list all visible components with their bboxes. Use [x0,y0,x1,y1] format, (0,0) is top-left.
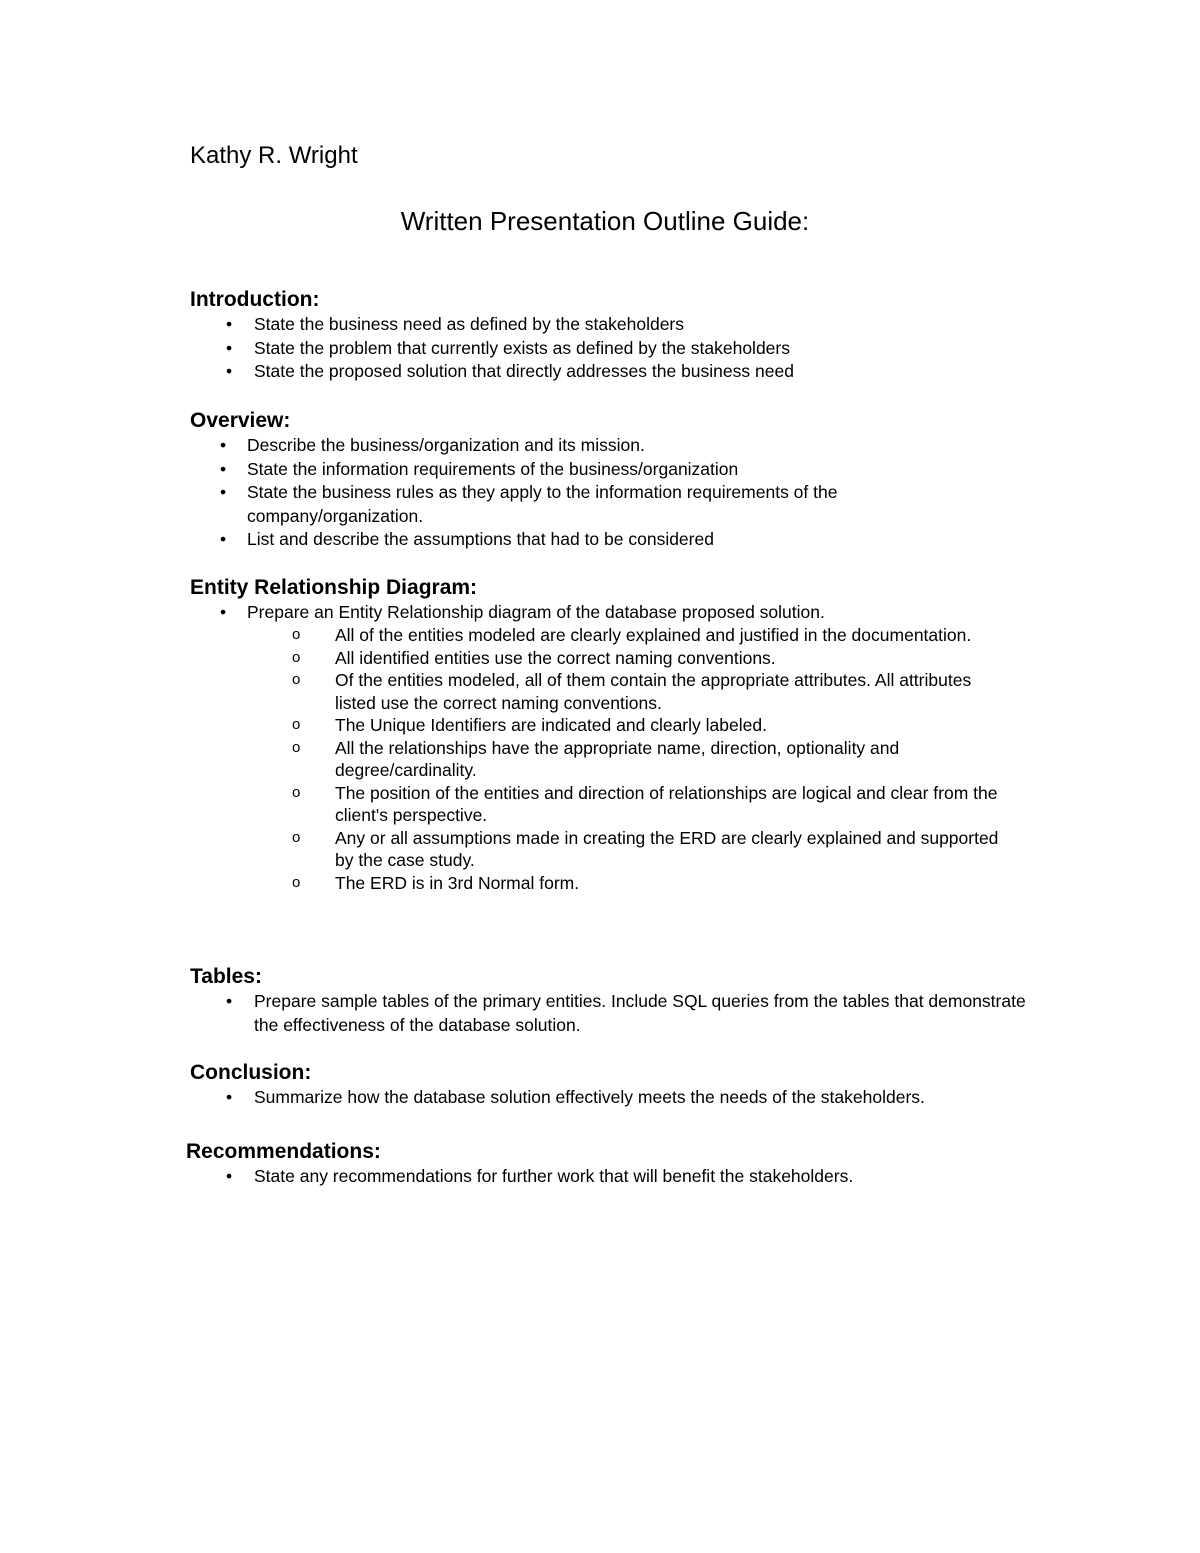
list-item [186,1165,1026,1189]
bullet-icon: • [220,435,227,455]
recommendations-heading: Recommendations: [186,1140,381,1163]
list-item-text: State any recommendations for further work that will benefit the stakeholders. [254,1166,854,1186]
author-name: Kathy R. Wright [190,142,358,169]
document-title: Written Presentation Outline Guide: [400,206,810,236]
introduction-list [190,313,1030,384]
bullet-icon: • [226,361,233,381]
list-item [190,337,1030,361]
list-item-text: Prepare sample tables of the primary entities. Include SQL queries from the tables that demonstrate the effectiveness of the database solution. [254,991,1026,1035]
sub-list-item-text: All the relationships have the appropriate name, direction, optionality and degree/cardinality. [335,737,900,780]
sub-list-item [190,647,1010,670]
erd-heading: Entity Relationship Diagram: [190,576,478,599]
introduction-section [190,287,1030,384]
list-item-text: List and describe the assumptions that had to be considered [247,529,714,549]
bullet-icon: • [226,314,233,334]
tables-heading: Tables: [190,965,262,988]
list-item [190,458,910,482]
list-item [190,434,910,458]
list-item [190,1086,1030,1110]
circle-bullet-icon: o [292,716,301,733]
circle-bullet-icon: o [292,738,301,756]
bullet-icon: • [226,1166,233,1186]
list-item-text: State the business rules as they apply to the information requirements of the company/organization. [247,482,838,526]
overview-section [190,408,1030,552]
circle-bullet-icon: o [292,873,301,891]
circle-bullet-icon: o [292,671,301,688]
sub-list-item [190,872,1010,895]
erd-sublist [190,624,1010,894]
sub-list-item-text: The Unique Identifiers are indicated and clearly labeled. [335,715,767,735]
bullet-icon: • [220,529,227,549]
sub-list-item-text: All of the entities modeled are clearly explained and justified in the documentation. [335,625,972,645]
list-item-text: Describe the business/organization and its mission. [247,435,645,455]
bullet-icon: • [220,458,227,479]
conclusion-section [190,1060,1030,1110]
overview-list [190,434,910,552]
list-item-text: Summarize how the database solution effectively meets the needs of the stakeholders. [254,1087,925,1107]
list-item [190,990,1030,1037]
conclusion-list [190,1086,1030,1110]
sub-list-item-text: The position of the entities and direction of relationships are logical and clear from the client's perspective. [335,782,998,825]
sub-list-item [190,714,1010,737]
sub-list-item-text: All identified entities use the correct naming conventions. [335,647,776,668]
circle-bullet-icon: o [292,828,301,846]
sub-list-item [190,737,1010,782]
overview-heading: Overview: [190,409,291,432]
sub-list-item-text: The ERD is in 3rd Normal form. [335,872,580,893]
list-item-text: Prepare an Entity Relationship diagram of the database proposed solution. [247,602,825,622]
sub-list-item [190,669,1010,714]
list-item [190,601,1030,624]
conclusion-heading: Conclusion: [190,1061,312,1084]
bullet-icon: • [226,991,233,1011]
list-item-text: State the problem that currently exists as defined by the stakeholders [254,337,790,358]
list-item [190,528,910,552]
tables-section [190,964,1030,1037]
list-item-text: State the proposed solution that directly addresses the business need [254,361,794,381]
tables-list [190,990,1030,1037]
list-item-text: State the information requirements of the business/organization [247,458,739,479]
erd-list [190,601,1030,624]
list-item [190,360,1030,384]
sub-list-item-text: Of the entities modeled, all of them contain the appropriate attributes. All attributes listed use the correct naming conventions. [335,670,972,713]
circle-bullet-icon: o [292,648,301,666]
sub-list-item [190,782,1010,827]
recommendations-list [186,1165,1026,1189]
circle-bullet-icon: o [292,783,301,801]
circle-bullet-icon: o [292,626,301,643]
list-item [190,313,1030,337]
introduction-heading: Introduction: [190,288,320,311]
bullet-icon: • [220,482,227,502]
bullet-icon: • [220,602,227,622]
sub-list-item [190,624,1010,647]
list-item-text: State the business need as defined by the stakeholders [254,314,685,334]
list-item [190,481,910,528]
bullet-icon: • [226,1087,233,1107]
sub-list-item-text: Any or all assumptions made in creating the ERD are clearly explained and supported by the case study. [335,827,999,870]
recommendations-section [186,1139,1026,1189]
bullet-icon: • [226,337,233,358]
erd-section [190,575,1030,894]
sub-list-item [190,827,1010,872]
